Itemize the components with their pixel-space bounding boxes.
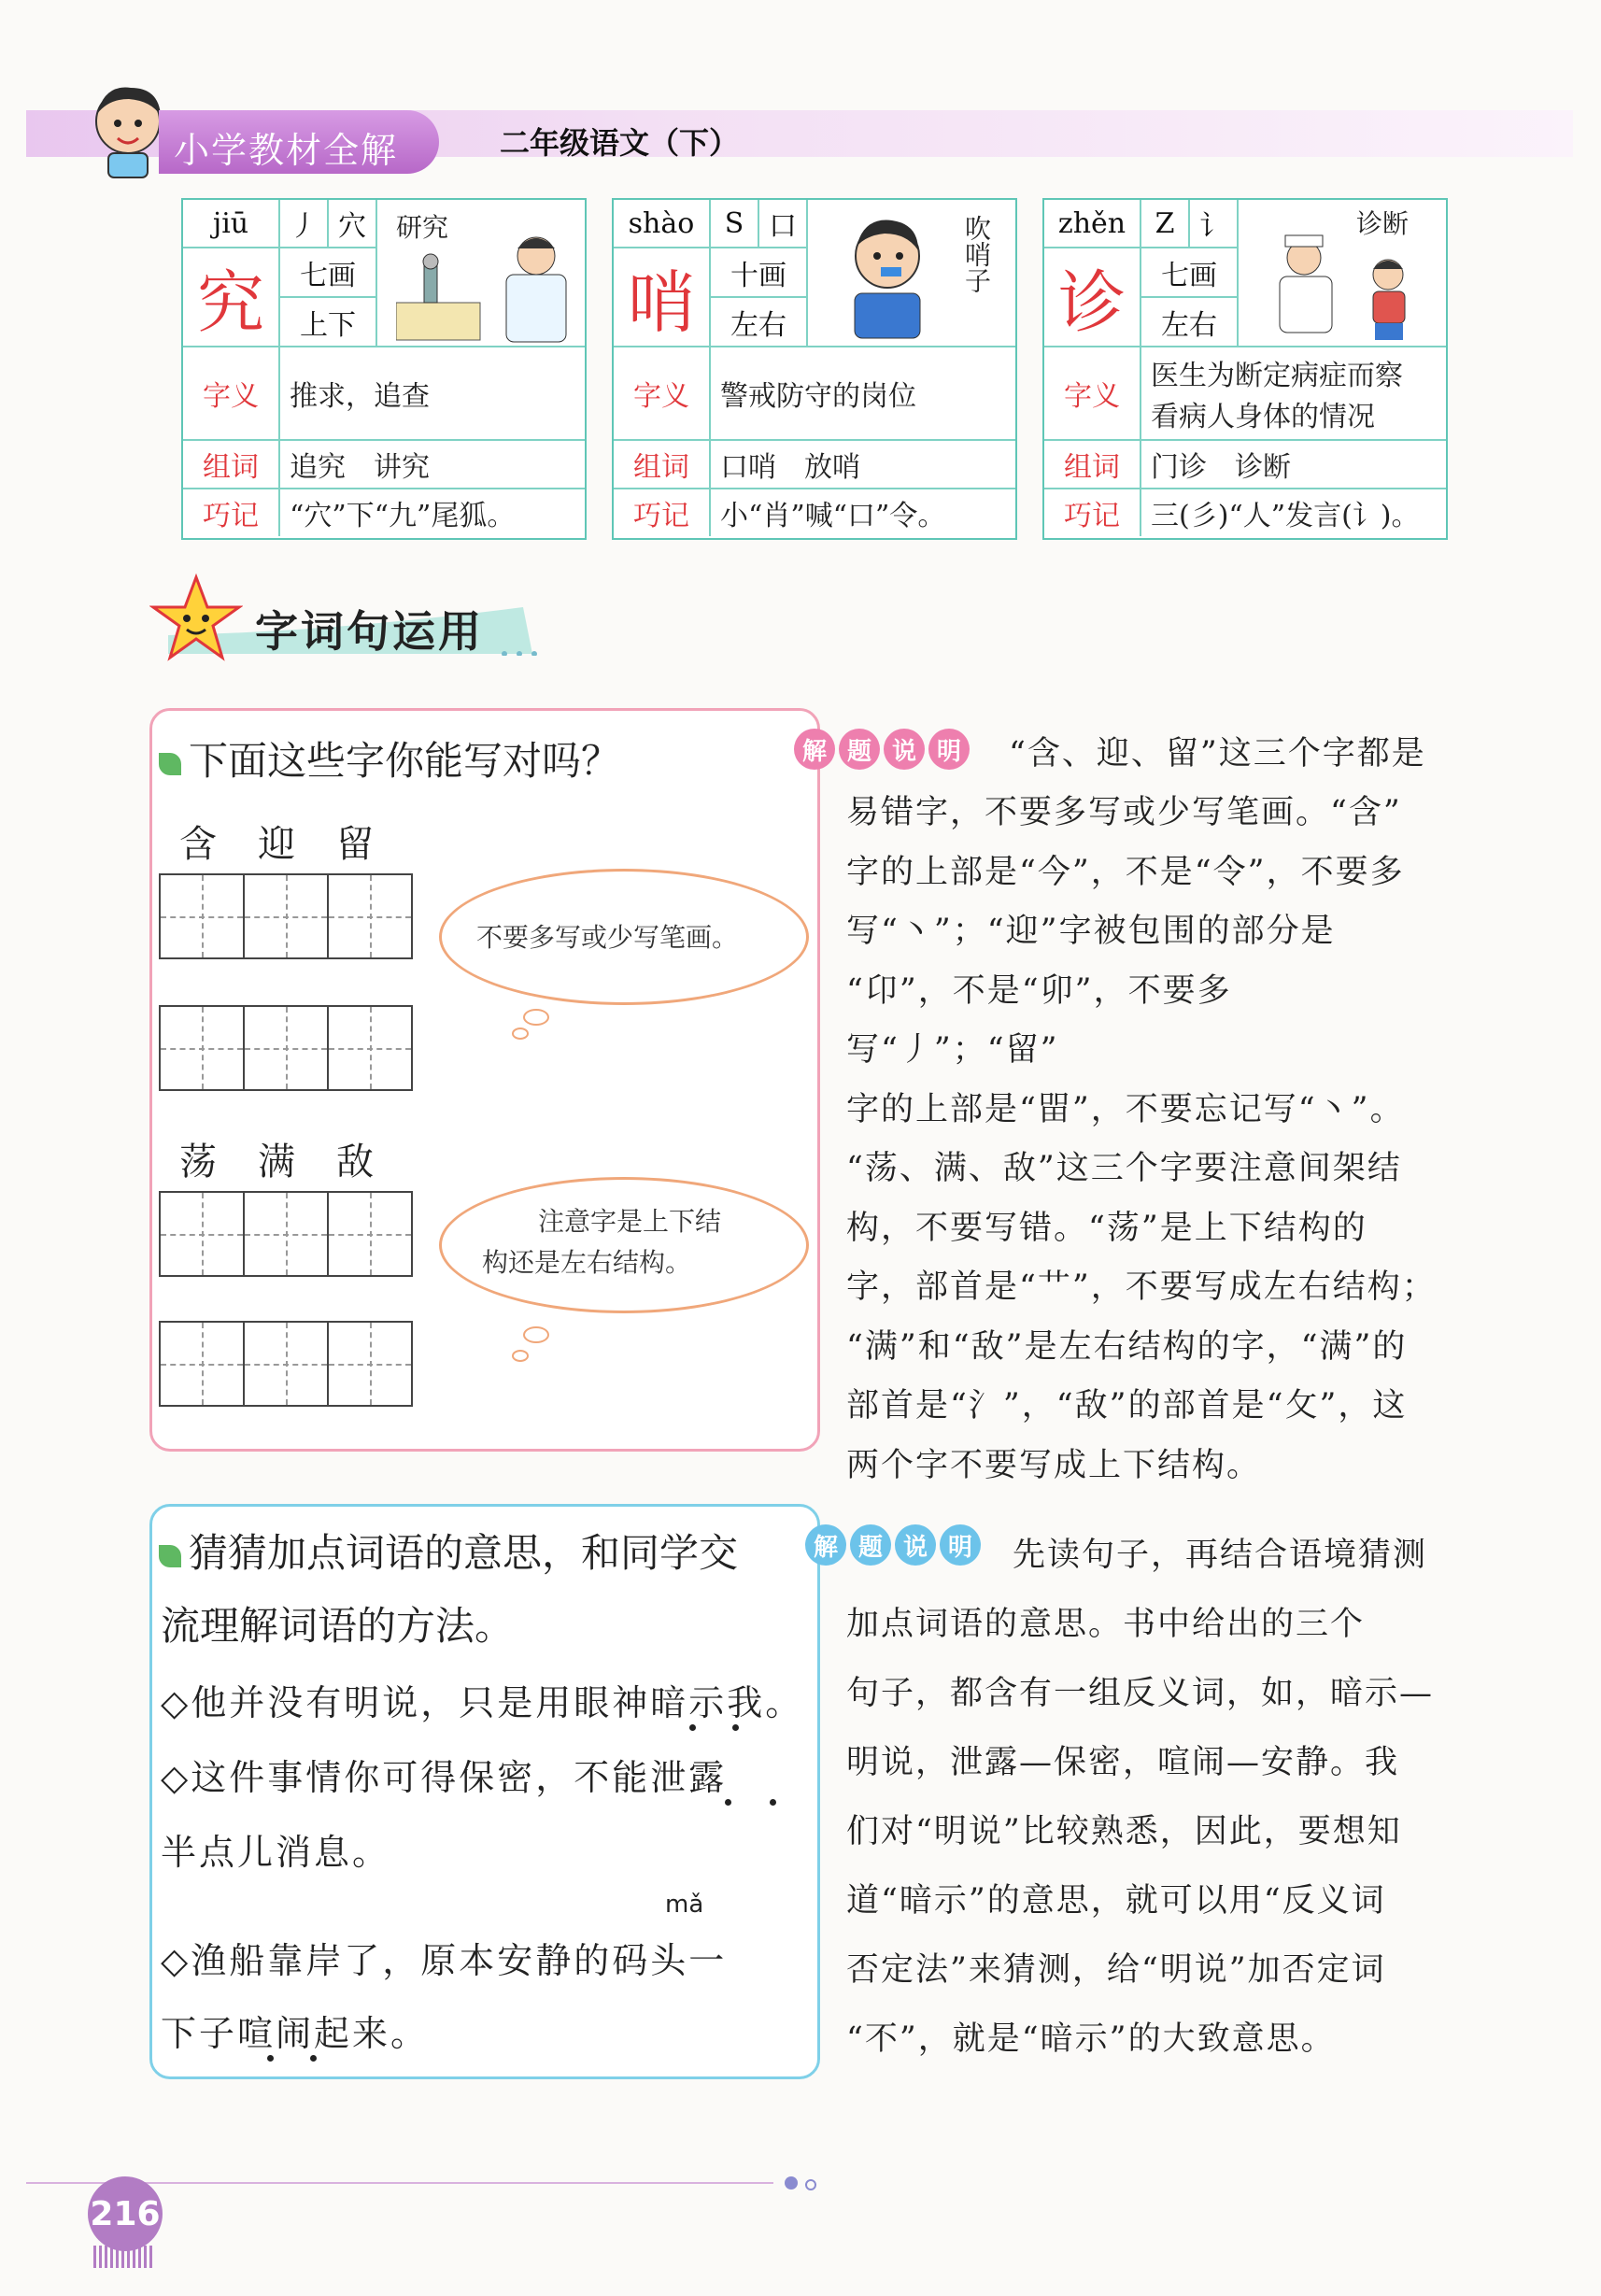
emphasis-dot xyxy=(732,1724,739,1731)
tag-char: 明 xyxy=(940,1524,981,1566)
cloud-1-text: 不要多写或少写笔画。 xyxy=(476,922,739,953)
scientist-microscope-icon xyxy=(396,228,583,345)
sentence-1: ◇他并没有明说，只是用眼神暗示我。 xyxy=(161,1682,804,1723)
writing-cell[interactable] xyxy=(243,1005,329,1091)
explanation-1-line: 部首是“氵”，“敌”的部首是“攵”，这 xyxy=(846,1387,1408,1424)
stroke-radical: Z xyxy=(1141,200,1190,248)
writing-cell[interactable] xyxy=(327,1191,413,1277)
emphasis-dot xyxy=(770,1799,776,1806)
radical: 讠 xyxy=(1190,200,1239,248)
explanation-2-line: 道“暗示”的意思，就可以用“反义词 xyxy=(846,1882,1386,1920)
cloud-bubble xyxy=(523,1009,549,1026)
pinyin: jiū xyxy=(183,200,280,248)
question-line-1: 猜猜加点词语的意思，和同学交 xyxy=(189,1530,739,1576)
explanation-1-line: 字的上部是“今”，不是“令”，不要多 xyxy=(846,853,1405,891)
label-words: 组词 xyxy=(614,441,711,489)
label-words: 组词 xyxy=(1044,441,1141,489)
star-icon xyxy=(149,572,243,665)
label-tip: 巧记 xyxy=(614,489,711,536)
explanation-1-line: “荡、满、敌”这三个字要注意间架结 xyxy=(846,1150,1402,1187)
leaf-icon xyxy=(159,1545,181,1567)
explanation-2-line: 句子，都含有一组反义词，如，暗示— xyxy=(846,1675,1435,1712)
pinyin: shào xyxy=(614,200,711,248)
radical: 口 xyxy=(759,200,808,248)
writing-cell[interactable] xyxy=(327,873,413,959)
writing-grid-row[interactable] xyxy=(159,1005,411,1091)
explanation-1-line: 构，不要写错。“荡”是上下结构的 xyxy=(846,1209,1367,1247)
illustration xyxy=(1239,200,1446,347)
meaning: 警戒防守的岗位 xyxy=(711,347,1015,441)
tag-char: 解 xyxy=(794,729,835,770)
char-group-2: 荡 满 敌 xyxy=(179,1141,375,1183)
words: 口哨 放哨 xyxy=(711,441,1015,489)
series-tab xyxy=(159,110,439,174)
stroke-radical: 丿 xyxy=(280,200,329,248)
book-title: 二年级语文（下） xyxy=(500,125,740,161)
sentence-2-line-2: 半点儿消息。 xyxy=(161,1832,391,1873)
meaning: 推求，追查 xyxy=(280,347,585,441)
emphasis-dot xyxy=(267,2055,274,2062)
cloud-bubble xyxy=(523,1326,549,1343)
writing-cell[interactable] xyxy=(243,873,329,959)
tag-char: 说 xyxy=(884,729,925,770)
writing-cell[interactable] xyxy=(243,1191,329,1277)
sentence-3-line-1: ◇渔船靠岸了，原本安静的码头一 xyxy=(161,1940,728,1981)
question-text: 下面这些字你能写对吗？ xyxy=(189,738,621,784)
character: 究 xyxy=(196,263,264,342)
character: 诊 xyxy=(1057,263,1126,342)
doctor-patient-icon xyxy=(1257,232,1435,344)
label-tip: 巧记 xyxy=(183,489,280,536)
explanation-tag-2 xyxy=(805,1524,981,1569)
writing-grid-row[interactable] xyxy=(159,1321,411,1407)
exercise-2-question xyxy=(159,1523,738,1579)
words: 门诊 诊断 xyxy=(1141,441,1446,489)
writing-grid-row[interactable] xyxy=(159,1191,411,1277)
stroke-radical: S xyxy=(711,200,759,248)
structure: 左右 xyxy=(711,298,808,347)
explanation-1-line: 写“丶”；“迎”字被包围的部分是 xyxy=(846,913,1336,950)
cloud-bubble xyxy=(512,1028,529,1040)
label-meaning: 字义 xyxy=(614,347,711,441)
cloud-2-text-line-1: 注意字是上下结 xyxy=(538,1206,722,1237)
explanation-1-body xyxy=(846,784,1444,1495)
big-character xyxy=(1044,248,1141,347)
writing-cell[interactable] xyxy=(159,1191,245,1277)
cloud-bubble xyxy=(512,1350,529,1362)
footer-dot xyxy=(785,2176,798,2190)
boy-whistle-icon xyxy=(827,209,948,340)
structure: 左右 xyxy=(1141,298,1239,347)
explanation-1-line: 字，部首是“艹”，不要写成左右结构； xyxy=(846,1268,1437,1306)
label-meaning: 字义 xyxy=(1044,347,1141,441)
page-number-stripes xyxy=(93,2246,153,2268)
memory-tip: 小“肖”喊“口”令。 xyxy=(720,500,946,532)
page-number: 216 xyxy=(88,2176,163,2251)
explanation-1-line: 字的上部是“㽞”，不要忘记写“丶”。 xyxy=(846,1090,1405,1128)
exercise-1-question xyxy=(159,730,620,787)
stroke-count: 十画 xyxy=(711,248,808,298)
writing-cell[interactable] xyxy=(159,873,245,959)
writing-grid-row[interactable] xyxy=(159,873,411,959)
memory-tip: 三(彡)“人”发言(讠)。 xyxy=(1151,500,1420,532)
illustration xyxy=(377,200,585,347)
explanation-1-line: “满”和“敌”是左右结构的字，“满”的 xyxy=(846,1327,1408,1366)
writing-cell[interactable] xyxy=(327,1321,413,1407)
emphasis-dot xyxy=(725,1799,731,1806)
explanation-1-line: 两个字不要写成上下结构。 xyxy=(846,1446,1262,1484)
memory-tip: “穴”下“九”尾狐。 xyxy=(290,500,516,532)
tag-char: 题 xyxy=(850,1524,891,1566)
meaning-line-1: 医生为断定病症而察 xyxy=(1151,360,1403,392)
pinyin-ma: mǎ xyxy=(665,1891,704,1919)
pic-caption: 诊断 xyxy=(1355,208,1409,239)
question-line-2: 流理解词语的方法。 xyxy=(161,1603,515,1649)
explanation-2-line: 加点词语的意思。书中给出的三个 xyxy=(846,1606,1366,1643)
footer-dot xyxy=(805,2179,816,2190)
pinyin: zhěn xyxy=(1044,200,1141,248)
explanation-1-first-line: “含、迎、留”这三个字都是 xyxy=(1009,735,1426,772)
section-title: 字词句运用 xyxy=(255,606,484,657)
writing-cell[interactable] xyxy=(327,1005,413,1091)
big-character xyxy=(614,248,711,347)
words: 追究 讲究 xyxy=(280,441,585,489)
radical: 穴 xyxy=(329,200,377,248)
explanation-1-line: “卬”，不是“卯”，不要多写“丿”；“留” xyxy=(846,971,1232,1069)
explanation-2-line: 否定法”来猜测，给“明说”加否定词 xyxy=(846,1951,1386,1989)
char-card-shao xyxy=(612,198,1017,540)
char-group-1: 含 迎 留 xyxy=(179,823,375,866)
pic-caption: 研究 xyxy=(396,212,449,243)
stroke-count: 七画 xyxy=(280,248,377,298)
emphasis-dot xyxy=(310,2055,317,2062)
pic-caption: 吹哨子 xyxy=(961,215,992,293)
label-tip: 巧记 xyxy=(1044,489,1141,536)
big-character xyxy=(183,248,280,347)
label-words: 组词 xyxy=(183,441,280,489)
writing-cell[interactable] xyxy=(159,1005,245,1091)
explanation-2-line: 明说，泄露—保密，喧闹—安静。我 xyxy=(846,1744,1400,1781)
tag-char: 题 xyxy=(839,729,880,770)
meaning-line-2: 看病人身体的情况 xyxy=(1151,401,1375,433)
char-card-zhen xyxy=(1042,198,1448,540)
illustration xyxy=(808,200,1015,347)
sentence-3-line-2: 下子喧闹起来。 xyxy=(161,2013,430,2054)
structure: 上下 xyxy=(280,298,377,347)
leaf-icon xyxy=(159,753,181,775)
cloud-2-text-line-2: 构还是左右结构。 xyxy=(482,1247,692,1278)
label-meaning: 字义 xyxy=(183,347,280,441)
series-name: 小学教材全解 xyxy=(174,130,399,171)
meaning xyxy=(1141,347,1446,441)
tag-char: 明 xyxy=(928,729,970,770)
explanation-2-line: 们对“明说”比较熟悉，因此，要想知 xyxy=(846,1813,1402,1850)
stroke-count: 七画 xyxy=(1141,248,1239,298)
explanation-2-first-line: 先读句子，再结合语境猜测 xyxy=(1013,1537,1428,1574)
char-card-jiu xyxy=(181,198,587,540)
explanation-2-body xyxy=(846,1590,1444,2074)
explanation-1-line: 易错字，不要多写或少写笔画。“含” xyxy=(846,794,1402,831)
explanation-tag-1 xyxy=(794,729,970,773)
character: 哨 xyxy=(627,263,695,342)
sentence-2-line-1: ◇这件事情你可得保密，不能泄露 xyxy=(161,1757,728,1798)
writing-cell[interactable] xyxy=(159,1321,245,1407)
tag-char: 说 xyxy=(895,1524,936,1566)
writing-cell[interactable] xyxy=(243,1321,329,1407)
explanation-2-line: “不”，就是“暗示”的大致意思。 xyxy=(846,2020,1336,2058)
emphasis-dot xyxy=(689,1724,696,1731)
tag-char: 解 xyxy=(805,1524,846,1566)
